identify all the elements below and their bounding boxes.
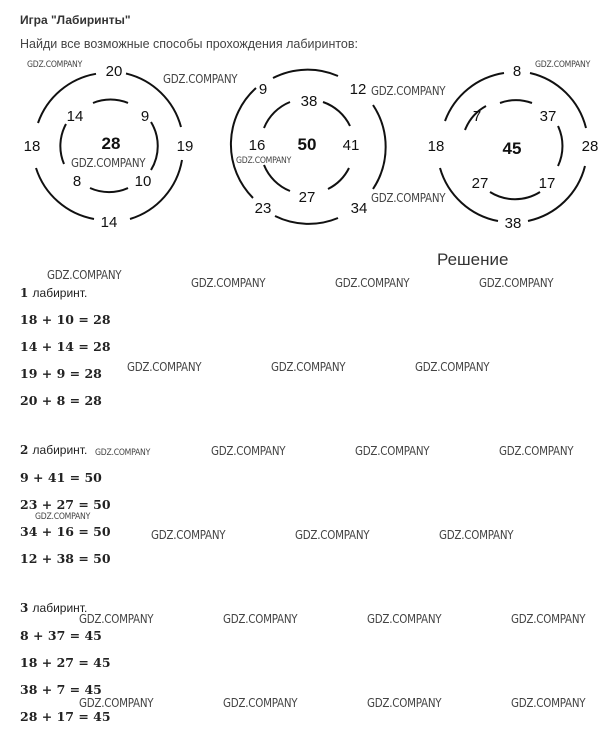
equation: 28 + 17 = 45 [20, 709, 111, 724]
maze-inner-number: 7 [472, 108, 482, 125]
watermark: GDZ.COMPANY [295, 528, 370, 542]
equation: 38 + 7 = 45 [20, 682, 102, 697]
watermark: GDZ.COMPANY [211, 444, 286, 458]
watermark: GDZ.COMPANY [439, 528, 514, 542]
watermark: GDZ.COMPANY [27, 60, 83, 70]
maze-outer-number: 12 [349, 81, 367, 98]
page-title: Игра "Лабиринты" [20, 13, 131, 27]
equation: 34 + 16 = 50 [20, 524, 111, 539]
maze-center-number: 28 [101, 134, 121, 153]
maze-number: 2 [20, 443, 29, 457]
maze-inner-number: 17 [538, 175, 556, 192]
equation: 14 + 14 = 28 [20, 339, 111, 354]
watermark: GDZ.COMPANY [499, 444, 574, 458]
watermark: GDZ.COMPANY [35, 512, 91, 522]
watermark: GDZ.COMPANY [47, 268, 122, 282]
equation: 18 + 10 = 28 [20, 312, 111, 327]
maze-3 [420, 58, 610, 243]
maze-inner-number: 27 [298, 189, 316, 206]
maze-outer-number: 18 [427, 138, 445, 155]
watermark: GDZ.COMPANY [223, 612, 298, 626]
watermark: GDZ.COMPANY [163, 72, 238, 86]
watermark: GDZ.COMPANY [367, 696, 442, 710]
maze-center-number: 50 [297, 135, 317, 154]
equation: 20 + 8 = 28 [20, 393, 102, 408]
maze-word: лабиринт. [32, 443, 88, 457]
watermark: GDZ.COMPANY [79, 696, 154, 710]
maze-inner-number: 37 [539, 108, 557, 125]
watermark: GDZ.COMPANY [367, 612, 442, 626]
maze-number: 1 [20, 286, 29, 300]
maze-inner-number: 8 [72, 173, 82, 190]
maze-solution-label [20, 601, 87, 615]
maze-inner-number: 16 [248, 137, 266, 154]
maze-inner-number: 41 [342, 137, 360, 154]
equation: 8 + 37 = 45 [20, 628, 102, 643]
equation: 12 + 38 = 50 [20, 551, 111, 566]
maze-inner-number: 10 [134, 173, 152, 190]
maze-outer-number: 14 [100, 214, 118, 231]
watermark: GDZ.COMPANY [191, 276, 266, 290]
maze-solution-label [20, 286, 87, 300]
watermark: GDZ.COMPANY [236, 156, 292, 166]
equation: 18 + 27 = 45 [20, 655, 111, 670]
watermark: GDZ.COMPANY [95, 448, 151, 458]
maze-inner-number: 27 [471, 175, 489, 192]
maze-inner-number: 9 [140, 108, 150, 125]
maze-outer-number: 23 [254, 200, 272, 217]
watermark: GDZ.COMPANY [223, 696, 298, 710]
maze-outer-number: 20 [105, 63, 123, 80]
watermark: GDZ.COMPANY [511, 612, 586, 626]
maze-word: лабиринт. [32, 286, 88, 300]
watermark: GDZ.COMPANY [355, 444, 430, 458]
maze-inner-number: 38 [300, 93, 318, 110]
maze-outer-number: 8 [512, 63, 522, 80]
solution-heading: Решение [437, 250, 509, 269]
maze-solution-label [20, 443, 87, 457]
equation: 19 + 9 = 28 [20, 366, 102, 381]
watermark: GDZ.COMPANY [511, 696, 586, 710]
watermark: GDZ.COMPANY [271, 360, 346, 374]
maze-outer-number: 18 [23, 138, 41, 155]
equation: 9 + 41 = 50 [20, 470, 102, 485]
maze-number: 3 [20, 601, 29, 615]
maze-outer-number: 38 [504, 215, 522, 232]
equation: 23 + 27 = 50 [20, 497, 111, 512]
maze-outer-number: 28 [581, 138, 599, 155]
watermark: GDZ.COMPANY [371, 84, 446, 98]
maze-center-number: 45 [502, 139, 522, 158]
maze-word: лабиринт. [32, 601, 88, 615]
maze-outer-number: 9 [258, 81, 268, 98]
task-instruction: Найди все возможные способы прохождения лабиринтов: [20, 37, 359, 51]
watermark: GDZ.COMPANY [479, 276, 554, 290]
watermark: GDZ.COMPANY [335, 276, 410, 290]
maze-outer-number: 34 [350, 200, 368, 217]
watermark: GDZ.COMPANY [535, 60, 591, 70]
watermark: GDZ.COMPANY [79, 612, 154, 626]
maze-inner-number: 14 [66, 108, 84, 125]
watermark: GDZ.COMPANY [415, 360, 490, 374]
maze-outer-number: 19 [176, 138, 194, 155]
watermark: GDZ.COMPANY [371, 191, 446, 205]
watermark: GDZ.COMPANY [71, 156, 146, 170]
watermark: GDZ.COMPANY [127, 360, 202, 374]
watermark: GDZ.COMPANY [151, 528, 226, 542]
